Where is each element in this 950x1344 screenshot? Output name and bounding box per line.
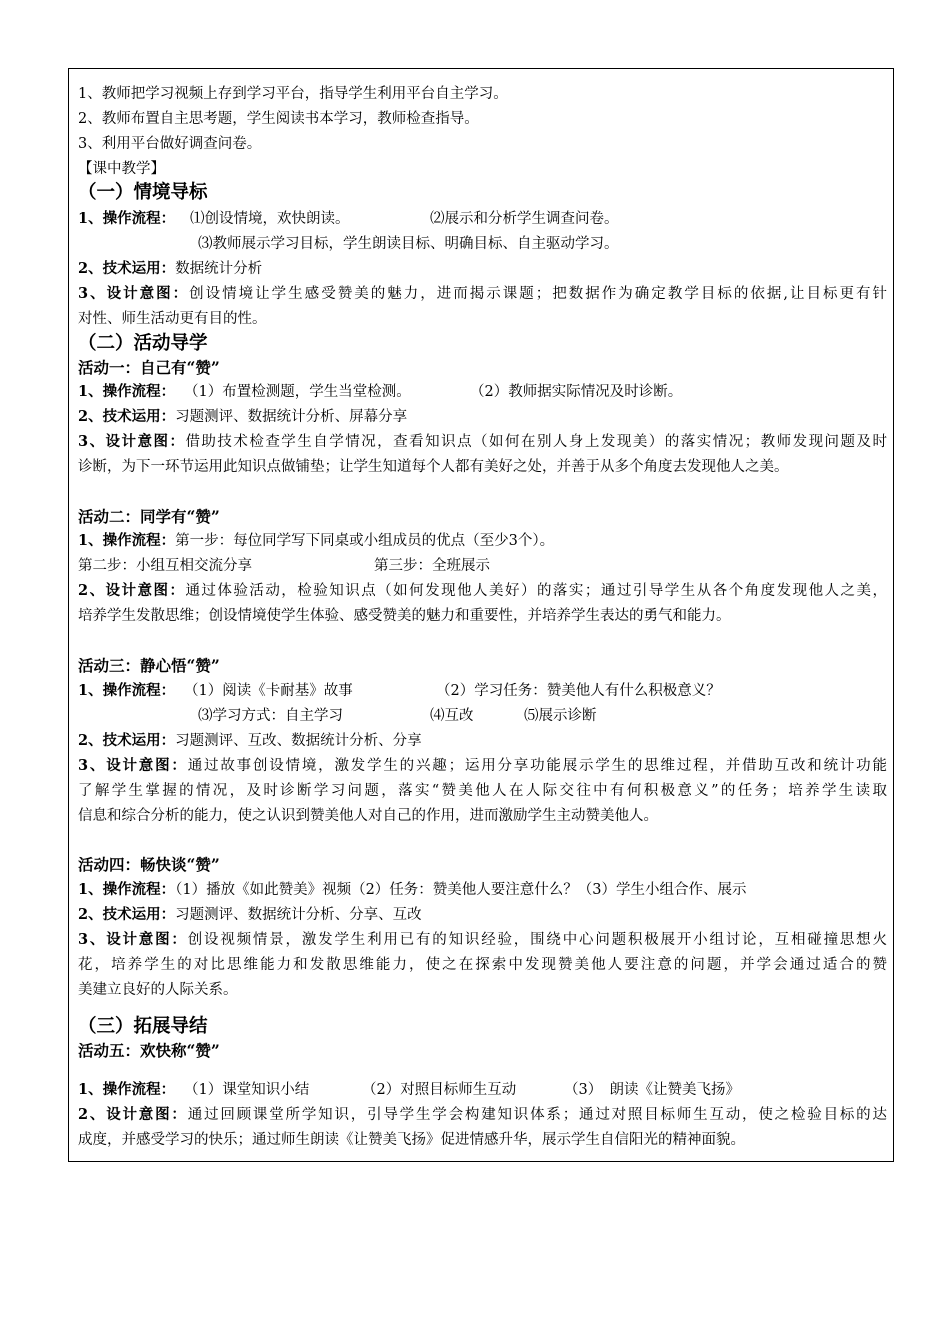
a5-intent-1: 通过回顾课堂所学知识，引导学生学会构建知识体系；通过对照目标师生互动，使之检验目标的达 xyxy=(187,1107,887,1123)
s1-intent-row-1 xyxy=(78,284,887,304)
a3-tech: 习题测评、互改、数据统计分析、分享 xyxy=(175,733,422,749)
s1-tech: 数据统计分析 xyxy=(175,261,263,277)
a5-flow-c: （3） 朗读《让赞美飞扬》 xyxy=(564,1082,740,1098)
a3-flow-a: （1）阅读《卡耐基》故事 xyxy=(184,683,353,699)
activity-3-title: 活动三：静心悟“赞” xyxy=(78,656,220,675)
in-class-label: 【课中教学】 xyxy=(78,161,165,177)
a3-intent-3: 信息和综合分析的能力，使之认识到赞美他人对自己的作用，进而激励学生主动赞美他人。 xyxy=(78,808,658,824)
activity-1-title: 活动一：自己有“赞” xyxy=(78,358,220,377)
a2-flow-row-1 xyxy=(78,531,887,551)
a3-flow-label: 1、操作流程： xyxy=(78,682,176,699)
a2-intent-1: 通过体验活动，检验知识点（如何发现他人美好）的落实；通过引导学生从各个角度发现他人之美， xyxy=(185,583,887,599)
a3-intent-label: 3、设计意图： xyxy=(78,757,188,774)
a4-tech-label: 2、技术运用： xyxy=(78,906,176,923)
a1-intent-label: 3、设计意图： xyxy=(78,433,186,450)
pre-class-item-1: 1、教师把学习视频上存到学习平台，指导学生利用平台自主学习。 xyxy=(78,86,508,102)
a3-flow-b: （2）学习任务：赞美他人有什么积极意义？ xyxy=(436,683,721,699)
a3-flow-row-1 xyxy=(78,681,887,701)
s1-tech-row xyxy=(78,259,887,279)
s1-intent-2: 对性、师生活动更有目的性。 xyxy=(78,311,267,327)
a3-tech-row xyxy=(78,731,887,751)
a4-tech-row xyxy=(78,905,887,925)
a4-flow-label: 1、操作流程： xyxy=(78,881,176,898)
a4-intent-2: 花，培养学生的对比思维能力和发散思维能力，使之在探索中发现赞美他人要注意的问题，并学会通过适合的赞 xyxy=(78,957,887,973)
a4-intent-label: 3、设计意图： xyxy=(78,931,188,948)
a3-flow-d: ⑷互改 xyxy=(430,708,474,724)
a1-tech: 习题测评、数据统计分析、屏幕分享 xyxy=(175,409,408,425)
s1-flow-b: ⑵展示和分析学生调查问卷。 xyxy=(430,211,619,227)
a1-flow-row xyxy=(78,382,887,402)
a2-intent-row-1 xyxy=(78,581,887,601)
pre-class-item-3: 3、利用平台做好调查问卷。 xyxy=(78,136,262,152)
a2-flow-b: 第二步：小组互相交流分享 xyxy=(78,558,252,574)
a3-intent-row-1 xyxy=(78,756,887,776)
a3-flow-c: ⑶学习方式：自主学习 xyxy=(198,708,343,724)
a5-intent-2: 成度，并感受学习的快乐；通过师生朗读《让赞美飞扬》促进情感升华，展示学生自信阳光的精神面貌。 xyxy=(78,1132,745,1148)
a1-flow-a: （1）布置检测题，学生当堂检测。 xyxy=(184,384,411,400)
activity-2-title: 活动二：同学有“赞” xyxy=(78,507,220,526)
a4-flow: （1）播放《如此赞美》视频（2）任务：赞美他人要注意什么？（3）学生小组合作、展示 xyxy=(175,882,747,898)
a5-intent-row-1 xyxy=(78,1105,887,1125)
a2-intent-label: 2、设计意图： xyxy=(78,582,186,599)
a1-intent-2: 诊断，为下一环节运用此知识点做铺垫；让学生知道每个人都有美好之处，并善于从多个角度去发现他人之美。 xyxy=(78,459,789,475)
a1-tech-row xyxy=(78,407,887,427)
a5-flow-b: （2）对照目标师生互动 xyxy=(362,1082,517,1098)
a4-tech: 习题测评、数据统计分析、分享、互改 xyxy=(175,907,422,923)
a2-flow-label: 1、操作流程： xyxy=(78,532,176,549)
a1-flow-label: 1、操作流程： xyxy=(78,383,176,400)
a1-intent-row-1 xyxy=(78,432,887,452)
activity-5-title: 活动五：欢快称“赞” xyxy=(78,1041,220,1060)
section-3-title: （三）拓展导结 xyxy=(78,1016,208,1037)
s1-flow-label: 1、操作流程： xyxy=(78,210,176,227)
a5-intent-label: 2、设计意图： xyxy=(78,1106,188,1123)
a2-intent-2: 培养学生发散思维；创设情境使学生体验、感受赞美的魅力和重要性，并培养学生表达的勇气和能力。 xyxy=(78,608,731,624)
lesson-plan-table-cell xyxy=(68,68,894,1162)
a5-flow-label: 1、操作流程： xyxy=(78,1081,176,1098)
a3-tech-label: 2、技术运用： xyxy=(78,732,176,749)
a4-intent-row-1 xyxy=(78,930,887,950)
s1-flow-row-1 xyxy=(78,209,887,229)
a1-tech-label: 2、技术运用： xyxy=(78,408,176,425)
s1-tech-label: 2、技术运用： xyxy=(78,260,176,277)
a2-flow-a: 第一步：每位同学写下同桌或小组成员的优点（至少3个）。 xyxy=(175,533,555,549)
pre-class-item-2: 2、教师布置自主思考题，学生阅读书本学习，教师检查指导。 xyxy=(78,111,479,127)
activity-4-title: 活动四：畅快谈“赞” xyxy=(78,855,220,874)
a1-flow-b: （2）教师据实际情况及时诊断。 xyxy=(470,384,683,400)
s1-flow-a: ⑴创设情境，欢快朗读。 xyxy=(190,211,350,227)
s1-intent-label: 3、设计意图： xyxy=(78,285,190,302)
a2-flow-row-2 xyxy=(78,556,887,576)
s1-intent-1: 创设情境让学生感受赞美的魅力，进而揭示课题；把数据作为确定教学目标的依据,让目标更有针 xyxy=(189,286,888,302)
a3-flow-e: ⑸展示诊断 xyxy=(524,708,597,724)
a4-intent-1: 创设视频情景，激发学生利用已有的知识经验，围绕中心问题积极展开小组讨论，互相碰撞思想火 xyxy=(187,932,887,948)
a3-intent-1: 通过故事创设情境，激发学生的兴趣；运用分享功能展示学生的思维过程，并借助互改和统计功能 xyxy=(187,758,887,774)
a5-flow-row xyxy=(78,1080,887,1100)
a4-intent-3: 美建立良好的人际关系。 xyxy=(78,982,238,998)
a3-intent-2: 了解学生掌握的情况，及时诊断学习问题，落实“赞美他人在人际交往中有何积极意义”的任务；培养学生读取 xyxy=(78,783,887,799)
section-1-title: （一）情境导标 xyxy=(78,182,208,203)
section-2-title: （二）活动导学 xyxy=(78,333,208,354)
a5-flow-a: （1）课堂知识小结 xyxy=(184,1082,310,1098)
s1-flow-c: ⑶教师展示学习目标，学生朗读目标、明确目标、自主驱动学习。 xyxy=(198,236,619,252)
a4-flow-row xyxy=(78,880,887,900)
a1-intent-1: 借助技术检查学生自学情况，查看知识点（如何在别人身上发现美）的落实情况；教师发现问题及时 xyxy=(185,434,887,450)
a2-flow-c: 第三步：全班展示 xyxy=(374,558,490,574)
